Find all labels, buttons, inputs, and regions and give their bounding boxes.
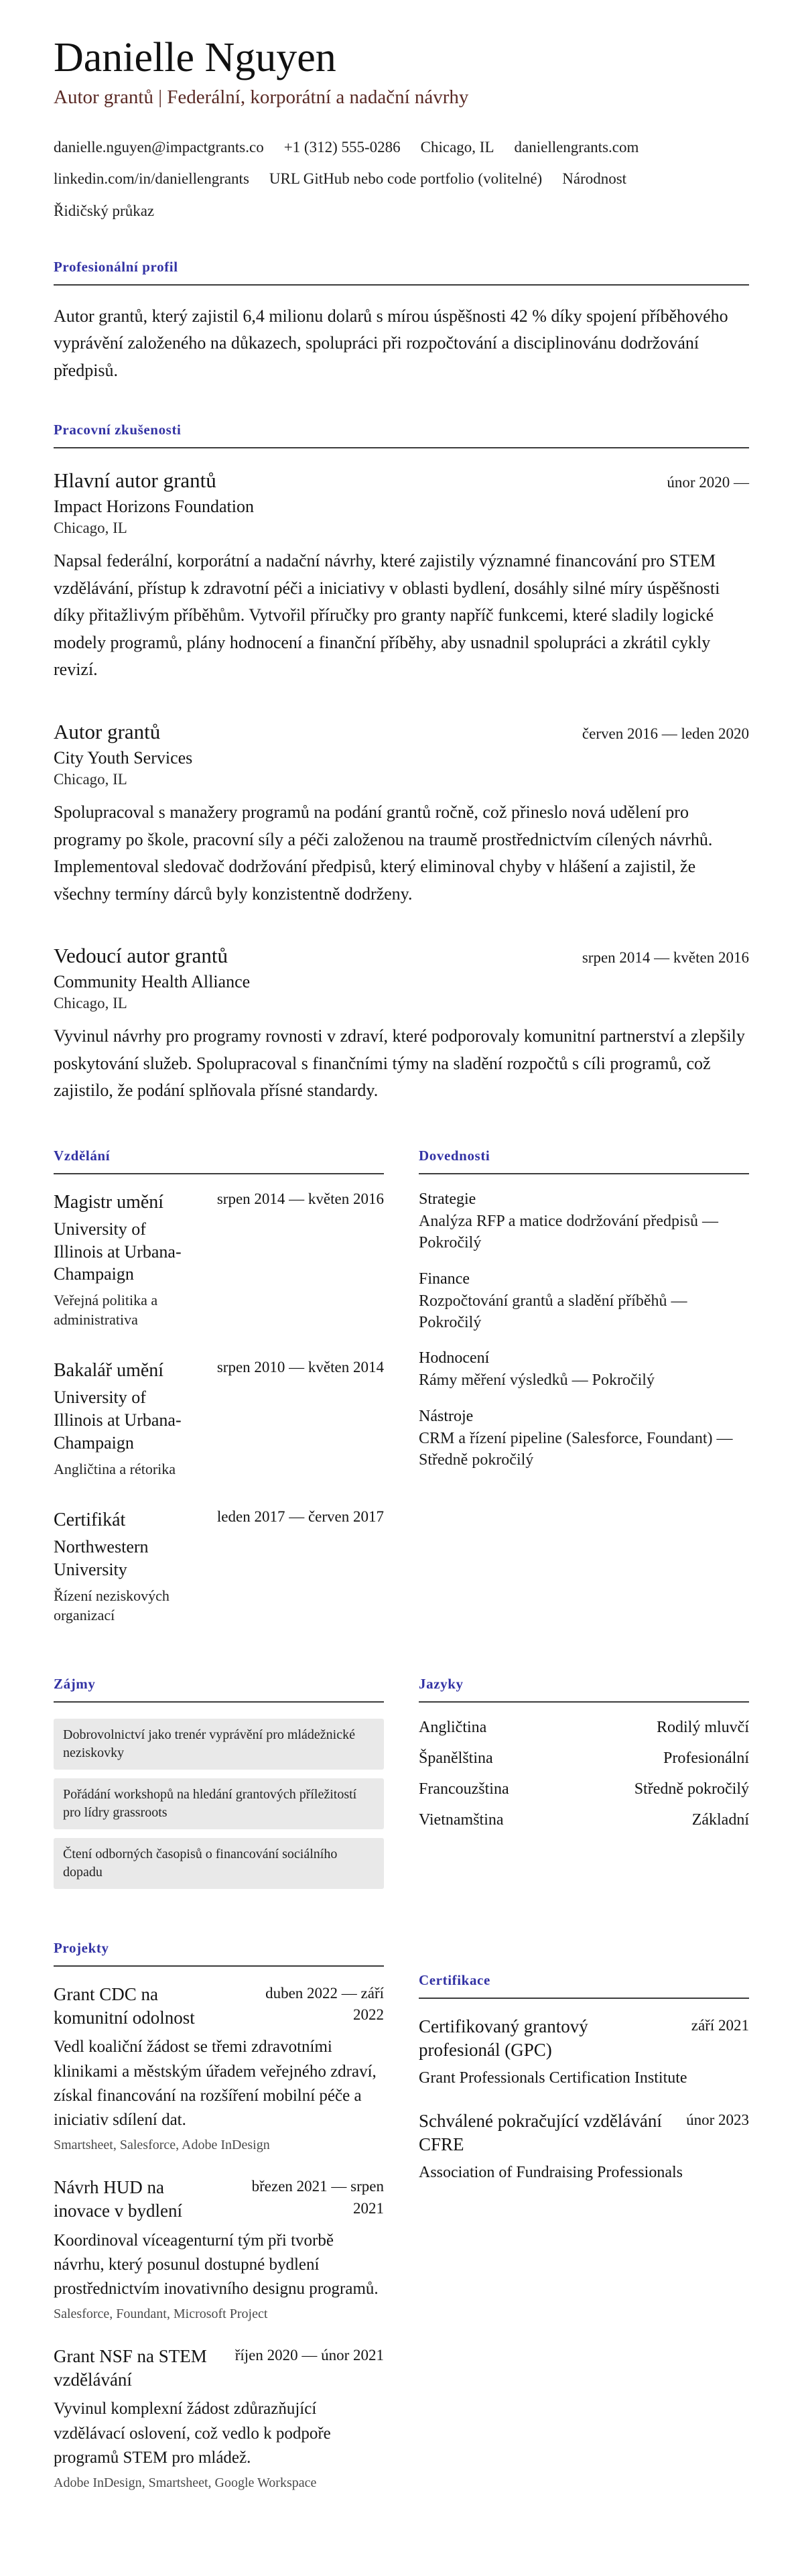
contact-nationality: Národnost: [562, 170, 627, 188]
language-name: Francouzština: [419, 1780, 509, 1798]
contact-block: [54, 137, 749, 221]
job-header: [54, 720, 749, 744]
contact-driving-license: Řidičský průkaz: [54, 202, 155, 219]
skill-category: Strategie: [419, 1190, 476, 1208]
job-description: Vyvinul návrhy pro programy rovnosti v zdraví, které podporovaly komunitní partnerství a zlepšily poskytování služeb. Spolupracoval s finančními týmy na sladění rozpočtů s cíli programů, což zajistilo, že podání splňovala přísné standardy.: [54, 1026, 745, 1101]
language-row: [419, 1780, 749, 1798]
project-name: Grant CDC na komunitní odolnost: [54, 1984, 195, 2028]
education-school: University of Illinois at Urbana-Champaign: [54, 1388, 182, 1453]
job-date: červen 2016 — leden 2020: [582, 725, 749, 742]
job-location: Chicago, IL: [54, 995, 127, 1012]
skill-category: Nástroje: [419, 1407, 474, 1425]
skill-detail: Analýza RFP a matice dodržování předpisů — Pokročilý: [419, 1212, 718, 1252]
contact-website[interactable]: daniellengrants.com: [514, 139, 639, 156]
education-details: [54, 1508, 191, 1625]
projects-section: [54, 1940, 384, 2491]
skill-category: Hodnocení: [419, 1349, 490, 1367]
skill-entry: [419, 1270, 749, 1334]
section-title-skills: Dovednosti: [419, 1148, 749, 1174]
job-entry: [54, 944, 749, 1105]
education-degree: Certifikát: [54, 1510, 126, 1531]
profile-text: Autor grantů, který zajistil 6,4 milionu dolarů s mírou úspěšnosti 42 % díky spojení příběhového vyprávění založeného na důkazech, spolupráci při rozpočtování a disciplinovánu dodržování předpisů.: [54, 306, 728, 380]
job-company: Impact Horizons Foundation: [54, 497, 254, 517]
skill-detail: Rámy měření výsledků — Pokročilý: [419, 1371, 655, 1390]
section-title-interests: Zájmy: [54, 1676, 384, 1703]
job-title: Autor grantů: [54, 719, 161, 743]
education-details: [54, 1359, 191, 1479]
interest-chip: Dobrovolnictví jako trenér vyprávění pro mládežnické neziskovky: [54, 1719, 384, 1770]
interests-section: [54, 1676, 384, 1889]
language-level: Základní: [691, 1811, 749, 1829]
skill-entry: [419, 1408, 749, 1471]
certification-entry: [419, 2109, 749, 2184]
language-name: Angličtina: [419, 1719, 487, 1737]
language-name: Španělština: [419, 1750, 493, 1768]
candidate-name: Danielle Nguyen: [54, 35, 336, 80]
job-title: Vedoucí autor grantů: [54, 944, 228, 968]
job-company: City Youth Services: [54, 747, 193, 768]
education-school: University of Illinois at Urbana-Champaign: [54, 1219, 182, 1284]
education-details: [54, 1190, 191, 1330]
contact-row-1: [54, 137, 749, 158]
project-description: Koordinoval víceagenturní tým při tvorbě návrhu, který posunul dostupné bydlení prostřednictvím inovativního designu programů.: [54, 2231, 379, 2298]
skill-entry: [419, 1190, 749, 1254]
skill-detail: CRM a řízení pipeline (Salesforce, Foundant) — Středně pokročilý: [419, 1429, 733, 1469]
contact-github-placeholder: URL GitHub nebo code portfolio (volitelné): [269, 170, 543, 188]
job-entry: [54, 720, 749, 908]
contact-phone: +1 (312) 555-0286: [283, 139, 401, 156]
project-entry: [54, 1983, 384, 2153]
certification-date: únor 2023: [686, 2111, 749, 2128]
certification-name: Schválené pokračující vzdělávání CFRE: [419, 2110, 662, 2154]
skill-detail: Rozpočtování grantů a sladění příběhů — Pokročilý: [419, 1292, 687, 1331]
interest-chip: Čtení odborných časopisů o financování sociálního dopadu: [54, 1838, 384, 1889]
two-column-zone: [54, 1148, 749, 2491]
education-degree: Magistr umění: [54, 1191, 164, 1213]
resume-header: [54, 35, 749, 221]
education-degree: Bakalář umění: [54, 1360, 164, 1382]
skill-category: Finance: [419, 1270, 470, 1288]
project-date: duben 2022 — září 2022: [265, 1985, 384, 2024]
education-entry: [54, 1508, 384, 1625]
education-entry: [54, 1359, 384, 1479]
language-level: Rodilý mluvčí: [657, 1719, 749, 1737]
project-tools: Salesforce, Foundant, Microsoft Project: [54, 2307, 268, 2322]
project-description: Vyvinul komplexní žádost zdůrazňující vzdělávací oslovení, což vedlo k podpoře programů STEM pro mládež.: [54, 2400, 331, 2467]
education-field: Veřejná politika a administrativa: [54, 1292, 158, 1328]
education-date: srpen 2014 — květen 2016: [216, 1190, 384, 1207]
contact-linkedin[interactable]: linkedin.com/in/daniellengrants: [54, 170, 249, 188]
section-title-projects: Projekty: [54, 1940, 384, 1967]
interest-chip: Pořádání workshopů na hledání grantových příležitostí pro lídry grassroots: [54, 1778, 384, 1829]
skill-entry: [419, 1349, 749, 1391]
job-header: [54, 469, 749, 493]
project-date: březen 2021 — srpen 2021: [251, 2178, 384, 2217]
project-header: [54, 2345, 384, 2392]
profile-section: [54, 259, 749, 385]
language-level: Profesionální: [663, 1750, 749, 1768]
project-date: říjen 2020 — únor 2021: [234, 2347, 384, 2364]
section-title-education: Vzdělání: [54, 1148, 384, 1174]
skills-section: [419, 1148, 749, 1471]
project-name: Grant NSF na STEM vzdělávání: [54, 2346, 207, 2390]
language-name: Vietnamština: [419, 1811, 504, 1829]
education-field: Angličtina a rétorika: [54, 1460, 176, 1477]
job-company: Community Health Alliance: [54, 972, 251, 992]
certifications-section: [419, 1972, 749, 2183]
project-tools: Adobe InDesign, Smartsheet, Google Workspace: [54, 2475, 317, 2491]
project-description: Vedl koaliční žádost se třemi zdravotními klinikami a městským úřadem veřejného zdraví, získal financování na rozšíření mobilní péče a iniciativ sdílení dat.: [54, 2038, 377, 2130]
project-entry: [54, 2345, 384, 2491]
job-title: Hlavní autor grantů: [54, 469, 216, 493]
job-description: Napsal federální, korporátní a nadační návrhy, které zajistily významné financování pro STEM vzdělávání, přístup k zdravotní péči a iniciativy v oblasti bydlení, dosáhly silné míry úspěšnosti díky přitažlivým příběhům. Vytvořil příručky pro granty napříč funkcemi, které sladily logické modely programů, plány hodnocení a finanční příběhy, aby usnadnil spolupráci a zkrátil cykly revizí.: [54, 551, 720, 680]
job-location: Chicago, IL: [54, 770, 127, 788]
certification-issuer: Grant Professionals Certification Institute: [419, 2069, 687, 2087]
contact-location: Chicago, IL: [420, 139, 494, 156]
language-row: [419, 1719, 749, 1737]
education-field: Řízení neziskových organizací: [54, 1587, 170, 1623]
job-date: únor 2020 —: [667, 474, 749, 491]
job-date: srpen 2014 — květen 2016: [582, 949, 749, 967]
education-school: Northwestern University: [54, 1537, 149, 1580]
certification-date: září 2021: [691, 2017, 749, 2034]
job-location: Chicago, IL: [54, 519, 127, 537]
project-tools: Smartsheet, Salesforce, Adobe InDesign: [54, 2138, 270, 2153]
job-entry: [54, 469, 749, 684]
experience-section: [54, 422, 749, 1105]
contact-row-2: [54, 168, 749, 189]
education-date: srpen 2010 — květen 2014: [216, 1359, 384, 1376]
job-description: Spolupracoval s manažery programů na podání grantů ročně, což přineslo nová udělení pro programy po škole, pracovní síly a péči založenou na traumě prostřednictvím cílených návrhů. Implementoval sledovač dodržování předpisů, který eliminoval chyby v hlášení a zajistil, že všechny termíny dárců byly konzistentně dodrženy.: [54, 802, 713, 904]
section-title-languages: Jazyky: [419, 1676, 749, 1703]
certification-entry: [419, 2015, 749, 2089]
project-header: [54, 2176, 384, 2223]
section-title-profile: Profesionální profil: [54, 259, 749, 286]
contact-email[interactable]: danielle.nguyen@impactgrants.co: [54, 139, 264, 156]
project-header: [54, 1983, 384, 2030]
job-header: [54, 944, 749, 968]
education-entry: [54, 1190, 384, 1330]
project-name: Návrh HUD na inovace v bydlení: [54, 2177, 182, 2221]
section-title-certifications: Certifikace: [419, 1972, 749, 1999]
candidate-subtitle: Autor grantů | Federální, korporátní a nadační návrhy: [54, 86, 469, 109]
education-section: [54, 1148, 384, 1625]
language-row: [419, 1750, 749, 1768]
contact-row-3: [54, 200, 749, 221]
project-entry: [54, 2176, 384, 2322]
certification-name: Certifikovaný grantový profesionál (GPC): [419, 2016, 588, 2061]
education-date: leden 2017 — červen 2017: [216, 1508, 384, 1526]
certification-header: [419, 2109, 749, 2156]
language-row: [419, 1811, 749, 1829]
section-title-experience: Pracovní zkušenosti: [54, 422, 749, 448]
certification-header: [419, 2015, 749, 2062]
languages-section: [419, 1676, 749, 1829]
certification-issuer: Association of Fundraising Professionals: [419, 2163, 683, 2181]
language-level: Středně pokročilý: [634, 1780, 749, 1798]
